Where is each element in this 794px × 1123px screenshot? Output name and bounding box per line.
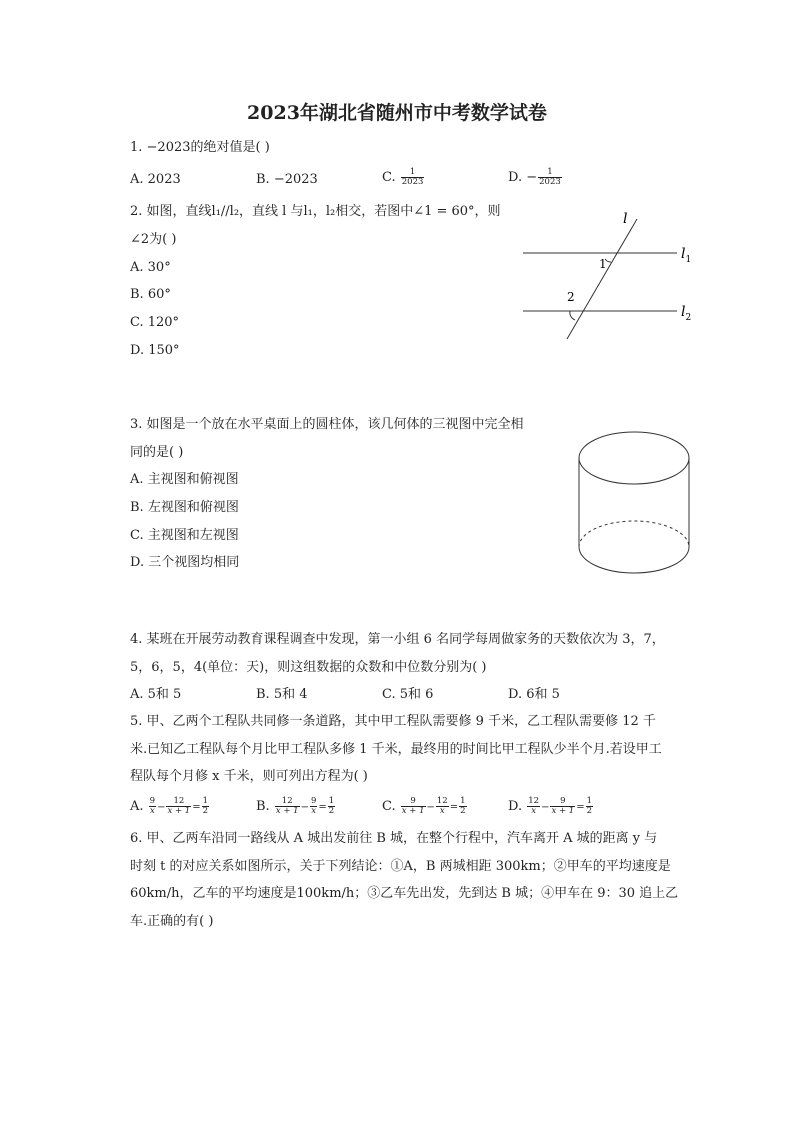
q5-option-a-label: A. [130, 799, 144, 814]
numerator: 12 [275, 797, 300, 807]
q2-stem-line1: 2. 如图，直线l₁//l₂，直线 l 与l₁，l₂相交，若图中∠1 = 60°，则 [130, 204, 501, 219]
numerator: 1 [202, 796, 209, 806]
q2-option-a: A. 30° [130, 260, 171, 275]
label-l2 [681, 304, 691, 323]
fraction-9-over-x [149, 797, 156, 816]
q3-option-a: A. 主视图和俯视图 [130, 472, 239, 487]
q6-stem-line1: 6. 甲、乙两车沿同一路线从 A 城出发前往 B 城，在整个行程中，汽车离开 A 城的距离 y 与 [130, 831, 658, 846]
fraction-9-over-x-plus-1 [401, 797, 426, 816]
denominator: x [311, 806, 317, 816]
q1-option-b: B. −2023 [256, 172, 318, 187]
cylinder-bottom-front-arc [579, 547, 689, 573]
q1-option-c [382, 168, 425, 187]
fraction-1-over-2 [586, 797, 593, 816]
q3-option-d: D. 三个视图均相同 [130, 555, 240, 570]
q2-option-d: D. 150° [130, 343, 180, 358]
numerator: 9 [550, 797, 575, 807]
label-angle-1: 1 [599, 257, 607, 271]
label-l: l [623, 211, 628, 227]
denominator: 2 [202, 806, 209, 816]
q2-option-c: C. 120° [130, 315, 180, 330]
minus-sign: − [541, 802, 550, 813]
denominator: 2 [586, 806, 592, 816]
q4-option-c: C. 5和 6 [382, 687, 434, 702]
label-l1-main: l [681, 246, 686, 262]
q5-option-c-label: C. [382, 799, 396, 814]
q5-option-b [256, 797, 336, 817]
denominator: x + 1 [167, 806, 191, 816]
fraction-12-over-x [436, 797, 449, 816]
equals-sign: = [318, 802, 327, 813]
minus-sign: − [157, 802, 166, 813]
denominator: x [531, 806, 537, 816]
q3-option-c: C. 主视图和左视图 [130, 528, 239, 543]
label-angle-2: 2 [567, 290, 575, 304]
numerator: 1 [460, 796, 466, 806]
denominator: 2023 [539, 177, 561, 187]
label-l2-main: l [681, 304, 686, 320]
q1-option-c-fraction [401, 168, 425, 187]
fraction-12-over-x-plus-1 [166, 797, 191, 816]
q1-option-d-label: D. − [508, 170, 538, 185]
q1-option-c-label: C. [382, 170, 396, 185]
denominator: 2 [328, 806, 335, 816]
fraction-1-over-2 [202, 797, 209, 816]
q3-option-b: B. 左视图和俯视图 [130, 500, 239, 515]
q6-stem-line4: 车.正确的有( ) [130, 914, 214, 929]
page-title: 2023年湖北省随州市中考数学试卷 [247, 102, 547, 124]
numerator: 9 [149, 796, 156, 806]
numerator: 1 [328, 796, 335, 806]
q5-stem-line3: 程队每个月修 x 千米，则可列出方程为( ) [130, 769, 368, 784]
numerator: 1 [586, 796, 592, 806]
q6-stem-line2: 时刻 t 的对应关系如图所示，关于下列结论：①A，B 两城相距 300km；②甲车的平均速度是 [130, 859, 671, 874]
q3-stem-line2: 同的是( ) [130, 445, 184, 460]
numerator: 9 [401, 797, 426, 807]
fraction-9-over-x [310, 797, 317, 816]
q5-option-c [382, 797, 468, 817]
denominator: x + 1 [275, 806, 299, 816]
q1-stem: 1. −2023的绝对值是( ) [130, 140, 270, 155]
q5-stem-line1: 5. 甲、乙两个工程队共同修一条道路，其中甲工程队需要修 9 千米，乙工程队需要修 12 千 [130, 714, 656, 729]
fraction-12-over-x [527, 797, 540, 816]
fraction-9-over-x-plus-1 [550, 797, 575, 816]
q4-option-b: B. 5和 4 [256, 687, 308, 702]
denominator: x [439, 806, 445, 816]
numerator: 9 [310, 796, 317, 806]
q5-stem-line2: 米.已知乙工程队每个月比甲工程队多修 1 千米，最终用的时间比甲工程队少半个月.若设甲工 [130, 742, 662, 757]
minus-sign: − [426, 802, 435, 813]
q4-option-a: A. 5和 5 [130, 687, 182, 702]
numerator: 1 [401, 168, 425, 178]
numerator: 12 [528, 796, 540, 806]
denominator: 2 [460, 806, 466, 816]
q1-option-a: A. 2023 [130, 172, 181, 187]
q4-stem-line1: 4. 某班在开展劳动教育课程调查中发现，第一小组 6 名同学每周做家务的天数依次为 3，7， [130, 632, 665, 647]
transversal-line-l [567, 219, 637, 339]
q1-option-d-fraction [538, 168, 562, 187]
fraction-1-over-2 [459, 797, 466, 816]
q5-option-d-label: D. [508, 799, 523, 814]
label-l1 [681, 246, 691, 265]
q5-option-d [508, 797, 594, 817]
q6-stem-line3: 60km/h，乙车的平均速度是100km/h；③乙车先出发，先到达 B 城；④甲车在 9：30 追上乙 [130, 886, 679, 901]
numerator: 12 [436, 796, 448, 806]
denominator: x + 1 [551, 806, 575, 816]
q5-option-b-label: B. [256, 799, 270, 814]
denominator: 2023 [401, 177, 424, 187]
equals-sign: = [576, 802, 585, 813]
cylinder-figure [572, 425, 698, 580]
label-l1-sub: 1 [685, 255, 692, 265]
label-l2-sub: 2 [685, 313, 692, 323]
numerator: 12 [166, 797, 191, 807]
fraction-12-over-x-plus-1 [275, 797, 300, 816]
q4-stem-line2: 5，6，5，4(单位：天)，则这组数据的众数和中位数分别为( ) [130, 660, 487, 675]
fraction-1-over-2 [328, 797, 335, 816]
q2-option-b: B. 60° [130, 287, 171, 302]
parallel-lines-figure [515, 205, 700, 345]
q5-option-a [130, 797, 210, 817]
minus-sign: − [300, 802, 309, 813]
q2-stem-line2: ∠2为( ) [130, 232, 177, 247]
q3-stem-line1: 3. 如图是一个放在水平桌面上的圆柱体，该几何体的三视图中完全相 [130, 417, 524, 432]
denominator: x [149, 806, 155, 816]
numerator: 1 [538, 168, 562, 178]
denominator: x + 1 [401, 806, 425, 816]
cylinder-top-ellipse [579, 432, 689, 484]
equals-sign: = [449, 802, 459, 813]
equals-sign: = [192, 802, 201, 813]
cylinder-bottom-hidden-arc [579, 521, 689, 547]
angle-2-arc [570, 311, 575, 320]
q1-option-d [508, 168, 563, 187]
q4-option-d: D. 6和 5 [508, 687, 560, 702]
